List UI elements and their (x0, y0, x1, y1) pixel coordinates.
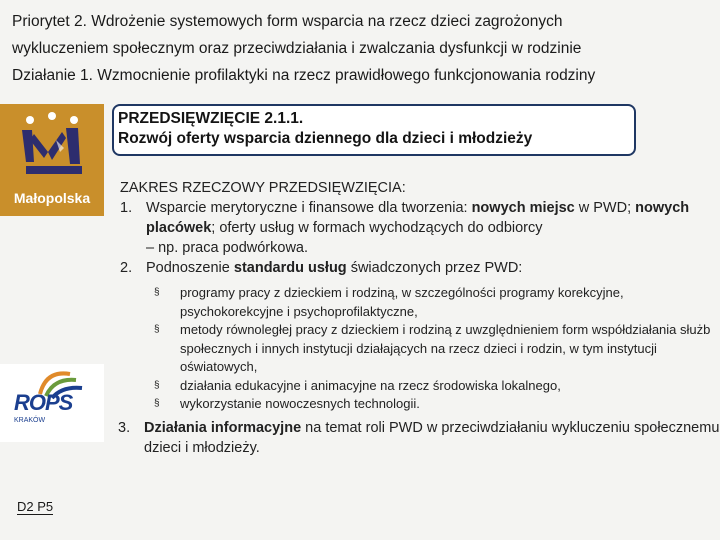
list-item (154, 321, 716, 377)
section-bullet-icon: § (154, 379, 160, 391)
scope-item-text: świadczonych przez PWD: (346, 260, 523, 276)
list-item-text: metody równoległej pracy z dzieckiem i rodziną z uwzględnieniem form współdziałania służb społecznych i innych instytucji działających na rzecz dzieci i rodzin, w tym instytucji oświatowych, (180, 322, 711, 374)
scope-item-1 (120, 198, 716, 258)
slide-code: D2 P5 (17, 499, 54, 514)
list-item (154, 377, 716, 396)
scope-item-3 (118, 418, 720, 458)
undertaking-title-line-1: PRZEDSIĘWZIĘCIE 2.1.1. (118, 110, 304, 127)
rops-logo (0, 364, 104, 442)
header-line-1: Priorytet 2. Wdrożenie systemowych form wsparcia na rzecz dzieci zagrożonych (12, 13, 563, 30)
list-item (154, 395, 716, 414)
section-bullet-icon: § (154, 287, 160, 298)
undertaking-title-line-2: Rozwój oferty wsparcia dziennego dla dzieci i młodzieży (118, 130, 533, 147)
page-header (12, 8, 712, 89)
scope-item-number: 1. (120, 200, 133, 216)
scope-item-text: ; oferty usług w formach wychodzących do odbiorcy (211, 220, 543, 236)
section-bullet-icon: § (154, 398, 160, 409)
scope-item-emphasis: Działania informacyjne (144, 420, 302, 436)
header-line-3: Działanie 1. Wzmocnienie profilaktyki na rzecz prawidłowego funkcjonowania rodziny (12, 67, 596, 84)
malopolska-logo-text: Małopolska (13, 190, 91, 206)
undertaking-title-box (112, 104, 636, 156)
scope-item-number: 3. (118, 420, 131, 436)
scope-item-text: w PWD; (574, 200, 636, 216)
scope-item-2 (120, 258, 716, 278)
scope-item-emphasis: nowych miejsc (471, 200, 575, 216)
list-item-text: programy pracy z dzieckiem i rodziną, w szczególności programy korekcyjne, psychokorekcyjne i psychoprofilaktyczne, (180, 285, 624, 319)
scope-item-text: – np. praca podwórkowa. (146, 240, 309, 256)
rops-logo-text: ROPS (14, 390, 73, 415)
malopolska-logo (0, 104, 104, 216)
header-line-2: wykluczeniem społecznym oraz przeciwdziałania i zwalczania dysfunkcji w rodzinie (12, 40, 582, 57)
scope-item-number: 2. (120, 260, 133, 276)
scope-heading: ZAKRES RZECZOWY PRZEDSIĘWZIĘCIA: (120, 180, 406, 196)
scope-item-emphasis: standardu usług (233, 260, 347, 276)
scope-item-text: Wsparcie merytoryczne i finansowe dla tworzenia: (146, 200, 472, 216)
scope-item-text: Podnoszenie (146, 260, 234, 276)
section-bullet-icon: § (154, 324, 160, 335)
malopolska-emblem-icon (0, 104, 104, 190)
scope-content (120, 178, 716, 414)
scope-item-emphasis: nowych placówek (146, 200, 690, 236)
standard-bullet-list (154, 284, 716, 414)
list-item (154, 284, 716, 321)
list-item-text: działania edukacyjne i animacyjne na rzecz środowiska lokalnego, (180, 377, 561, 393)
list-item-text: wykorzystanie nowoczesnych technologii. (180, 396, 420, 411)
rops-logo-subtext: KRAKÓW (14, 417, 46, 424)
scope-item-text: na temat roli PWD w przeciwdziałaniu wykluczeniu społecznemu dzieci i młodzieży. (144, 420, 720, 456)
